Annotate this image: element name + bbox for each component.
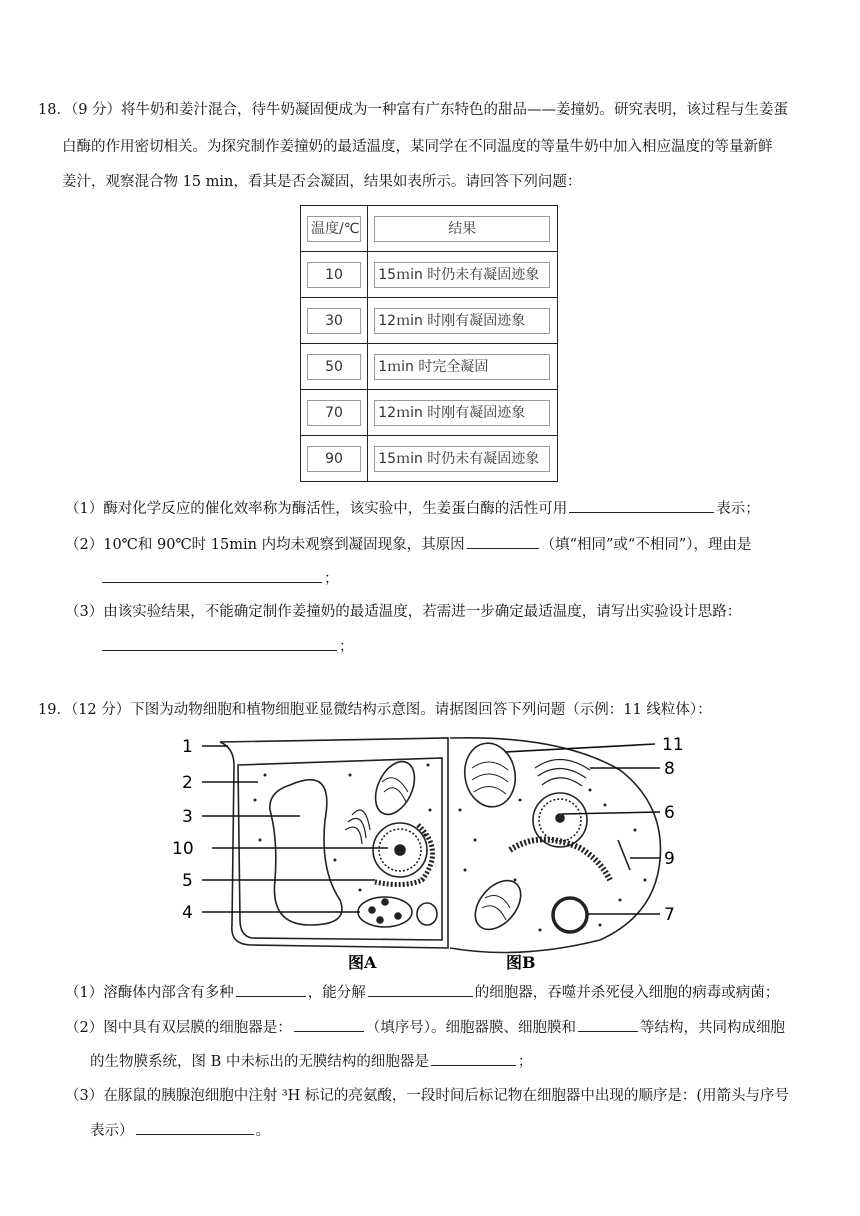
temp-cell: 50 [307,354,361,380]
q18-sub1-text-a: （1）酶对化学反应的催化效率称为酶活性，该实验中，生姜蛋白酶的活性可用 [65,501,568,517]
q18-sub3-text-a: （3）由该实验结果，不能确定制作姜撞奶的最适温度，若需进一步确定最适温度，请写出实验设计思路： [65,604,742,620]
answer-blank[interactable] [102,568,322,583]
answer-blank[interactable] [569,498,714,513]
result-cell: 15ｍin 时仍未有凝固迹象 [374,262,550,288]
q18-sub-2 [65,534,751,555]
animal-cell-figure [450,738,661,953]
q19-sub-3-cont [90,1120,270,1141]
q19-sub-2 [65,1017,785,1038]
vacuole [270,780,342,925]
q18-sub-3-cont [100,636,354,657]
label-1: 1 [182,737,193,757]
table-row [301,436,558,482]
result-cell: 12ｍin 时刚有凝固迹象 [374,400,550,426]
q19-sub3-text-a: （3）在豚鼠的胰腺泡细胞中注射 ³H 标记的亮氨酸，一段时间后标记物在细胞器中出现的顺序是：(用箭头与序号 [65,1088,790,1104]
answer-blank[interactable] [467,534,539,549]
caption-b: 图B [506,953,536,972]
caption-a: 图A [348,953,377,972]
q18-stem-line-1: 18．（9 分）将牛奶和姜汁混合，待牛奶凝固便成为一种富有广东特色的甜品——姜撞奶。研究表明，该过程与生姜蛋 [38,102,789,118]
answer-blank[interactable] [102,636,337,651]
label-3: 3 [182,807,193,827]
q19-sub2-end: ； [517,1054,533,1070]
q18-sub-2-cont [100,568,339,589]
label-5: 5 [182,871,193,891]
label-7: 7 [664,905,675,925]
label-8: 8 [664,759,675,779]
q19-sub1-text-a: （1）溶酶体内部含有多种 [65,985,234,1001]
table-row [301,298,558,344]
mitochondrion-2 [466,872,530,938]
q18-sub3-end: ； [339,639,354,655]
result-cell: 15ｍin 时仍未有凝固迹象 [374,446,550,472]
label-leaders [202,744,660,914]
q19-sub-1 [65,982,779,1003]
q19-sub1-text-b: ，能分解 [307,985,366,1001]
label-9: 9 [664,849,675,869]
q18-sub-3 [65,602,741,622]
q18-stem-line-3: 姜汁，观察混合物 15 min，看其是否会凝固，结果如表所示。请回答下列问题： [62,174,582,190]
answer-blank[interactable] [294,1017,364,1032]
result-cell: 12ｍin 时刚有凝固迹象 [374,308,550,334]
answer-blank[interactable] [368,982,473,997]
q19-sub2-text-b: （填序号）。细胞器膜、细胞膜和 [365,1020,576,1036]
answer-blank[interactable] [236,982,306,997]
label-11: 11 [662,735,684,755]
q18-sub2-text-a: （2）10℃和 90℃时 15min 内均未观察到凝固现象，其原因 [65,537,465,553]
q19-sub3-text-b: 表示） [90,1123,134,1139]
table-row [301,252,558,298]
q18-sub1-text-b: 表示； [716,501,760,517]
result-cell: 1ｍin 时完全凝固 [374,354,550,380]
header-result: 结果 [374,216,550,242]
plant-cell-figure [220,738,448,948]
temp-cell: 10 [307,262,361,288]
centrosome [553,898,587,932]
q19-sub2-text-d: 的生物膜系统，图 B 中未标出的无膜结构的细胞器是 [90,1054,429,1070]
q19-sub-3 [65,1086,789,1106]
results-table [300,205,558,482]
answer-blank[interactable] [136,1120,254,1135]
label-6: 6 [664,803,675,823]
q19-sub2-text-a: （2）图中具有双层膜的细胞器是： [65,1020,292,1036]
q18-sub-1 [65,498,760,519]
q19-sub-2-cont [90,1051,532,1072]
label-2: 2 [182,773,193,793]
answer-blank[interactable] [578,1017,638,1032]
cell-diagram [160,730,690,975]
temp-cell: 70 [307,400,361,426]
q19-sub1-text-c: 的细胞器，吞噬并杀死侵入细胞的病毒或病菌； [474,985,780,1001]
q18-stem-line-2: 白酶的作用密切相关。为探究制作姜撞奶的最适温度，某同学在不同温度的等量牛奶中加入相应温度的等量新鲜 [62,139,773,155]
label-4: 4 [182,903,193,923]
temp-cell: 30 [307,308,361,334]
answer-blank[interactable] [431,1051,516,1066]
table-header-row [301,206,558,252]
table-row [301,390,558,436]
temp-cell: 90 [307,446,361,472]
q19-stem: 19．（12 分）下图为动物细胞和植物细胞亚显微结构示意图。请据图回答下列问题（示例：11 线粒体）： [38,702,712,718]
table-row [301,344,558,390]
q19-sub3-end: 。 [255,1123,270,1139]
q18-sub2-text-b: （填“相同”或“不相同”），理由是 [540,537,752,553]
q19-sub2-text-c: 等结构，共同构成细胞 [639,1020,785,1036]
label-10: 10 [172,839,194,859]
q18-sub2-end: ； [324,571,339,587]
header-temperature: 温度/℃ [307,216,361,242]
mitochondrion [460,739,520,811]
